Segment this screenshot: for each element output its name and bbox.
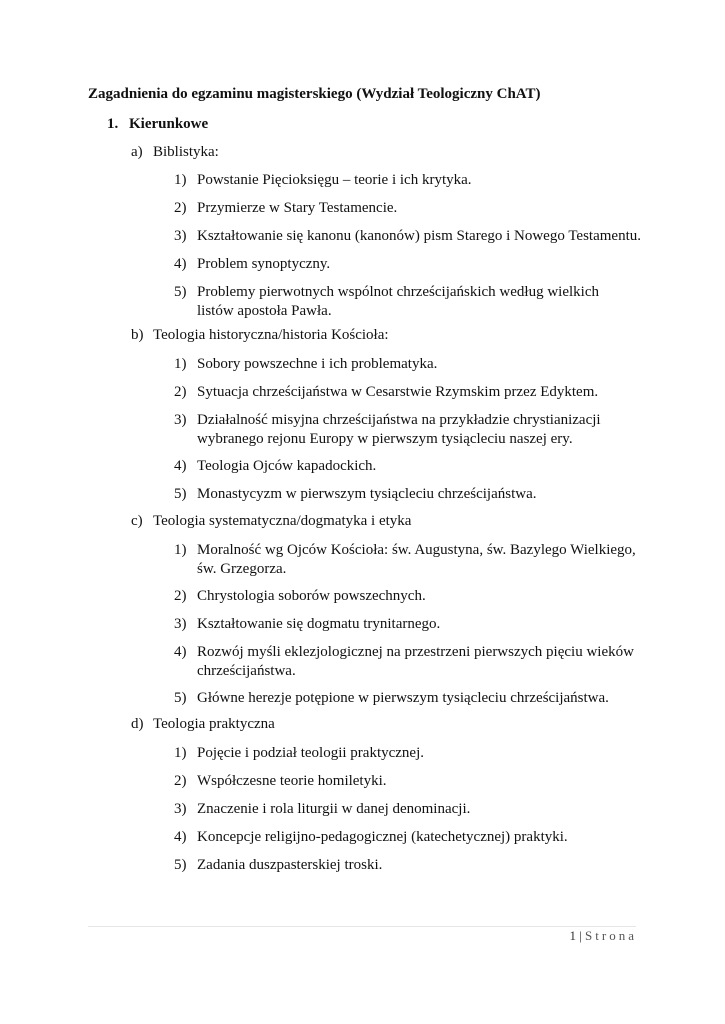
item-number: 1)	[174, 356, 187, 372]
item-text: Znaczenie i rola liturgii w danej denominacji.	[197, 801, 471, 817]
item-text: Współczesne teorie homiletyki.	[197, 773, 387, 789]
item-number: 4)	[174, 458, 187, 474]
subsection-letter: d)	[131, 716, 144, 732]
list-item	[174, 227, 667, 246]
item-number: 1)	[174, 172, 187, 188]
subsection-heading	[131, 327, 389, 344]
item-text: Monastycyzm w pierwszym tysiącleciu chrześcijaństwa.	[197, 486, 537, 502]
item-text: Teologia Ojców kapadockich.	[197, 458, 377, 474]
list-item	[174, 772, 637, 791]
item-text: Kształtowanie się kanonu (kanonów) pism Starego i Nowego Testamentu.	[197, 228, 641, 244]
page-label: Strona	[585, 928, 637, 943]
list-item	[174, 171, 637, 190]
item-text: Pojęcie i podział teologii praktycznej.	[197, 745, 425, 761]
subsection-label: Teologia historyczna/historia Kościoła:	[153, 327, 389, 343]
list-item	[174, 828, 637, 847]
list-item	[174, 355, 637, 374]
item-number: 1)	[174, 542, 187, 558]
subsection-heading	[131, 513, 411, 530]
item-text: Problemy pierwotnych wspólnot chrześcijańskich według wielkich listów apostoła Pawła.	[197, 284, 599, 319]
item-number: 3)	[174, 412, 187, 428]
subsection-label: Teologia praktyczna	[153, 716, 275, 732]
item-text: Koncepcje religijno-pedagogicznej (katechetycznej) praktyki.	[197, 829, 568, 845]
item-number: 4)	[174, 829, 187, 845]
list-item	[174, 689, 637, 708]
item-text: Przymierze w Stary Testamencie.	[197, 200, 398, 216]
list-item	[174, 587, 637, 606]
list-item	[174, 255, 637, 274]
item-number: 1)	[174, 745, 187, 761]
item-text: Sytuacja chrześcijaństwa w Cesarstwie Rzymskim przez Edyktem.	[197, 384, 599, 400]
item-number: 4)	[174, 256, 187, 272]
item-text: Problem synoptyczny.	[197, 256, 331, 272]
item-number: 2)	[174, 200, 187, 216]
section-heading	[107, 116, 208, 133]
list-item	[174, 744, 637, 763]
list-item	[174, 383, 637, 402]
item-number: 3)	[174, 801, 187, 817]
section-label: Kierunkowe	[129, 116, 209, 132]
item-text: Moralność wg Ojców Kościoła: św. Augustyna, św. Bazylego Wielkiego, św. Grzegorza.	[197, 542, 636, 577]
subsection-label: Teologia systematyczna/dogmatyka i etyka	[153, 513, 412, 529]
item-text: Sobory powszechne i ich problematyka.	[197, 356, 438, 372]
list-item	[174, 457, 637, 476]
subsection-letter: a)	[131, 144, 143, 160]
item-number: 2)	[174, 384, 187, 400]
item-text: Rozwój myśli eklezjologicznej na przestrzeni pierwszych pięciu wieków chrześcijaństwa.	[197, 644, 634, 679]
list-item	[174, 615, 637, 634]
footer-divider	[88, 926, 636, 927]
item-number: 3)	[174, 616, 187, 632]
item-text: Działalność misyjna chrześcijaństwa na przykładzie chrystianizacji wybranego rejonu Europy w pierwszym tysiącleciu naszej ery.	[197, 412, 601, 447]
page-number: 1	[569, 928, 576, 943]
list-item	[174, 411, 637, 449]
item-number: 5)	[174, 690, 187, 706]
list-item	[174, 199, 637, 218]
item-text: Chrystologia soborów powszechnych.	[197, 588, 426, 604]
subsection-letter: c)	[131, 513, 143, 529]
item-text: Kształtowanie się dogmatu trynitarnego.	[197, 616, 441, 632]
item-text: Główne herezje potępione w pierwszym tysiącleciu chrześcijaństwa.	[197, 690, 609, 706]
subsection-heading	[131, 716, 275, 733]
subsection-label: Biblistyka:	[153, 144, 219, 160]
list-item	[174, 856, 637, 875]
item-number: 5)	[174, 857, 187, 873]
item-text: Powstanie Pięcioksięgu – teorie i ich krytyka.	[197, 172, 472, 188]
list-item	[174, 541, 637, 579]
footer-separator: |	[579, 928, 582, 943]
item-number: 5)	[174, 486, 187, 502]
page-footer	[569, 928, 637, 944]
list-item	[174, 800, 637, 819]
list-item	[174, 643, 637, 681]
item-number: 5)	[174, 284, 187, 300]
item-number: 3)	[174, 228, 187, 244]
document-title: Zagadnienia do egzaminu magisterskiego (Wydział Teologiczny ChAT)	[88, 86, 541, 102]
item-text: Zadania duszpasterskiej troski.	[197, 857, 383, 873]
item-number: 4)	[174, 644, 187, 660]
subsection-letter: b)	[131, 327, 144, 343]
section-number: 1.	[107, 116, 119, 132]
item-number: 2)	[174, 588, 187, 604]
list-item	[174, 283, 637, 321]
subsection-heading	[131, 144, 219, 161]
list-item	[174, 485, 637, 504]
item-number: 2)	[174, 773, 187, 789]
